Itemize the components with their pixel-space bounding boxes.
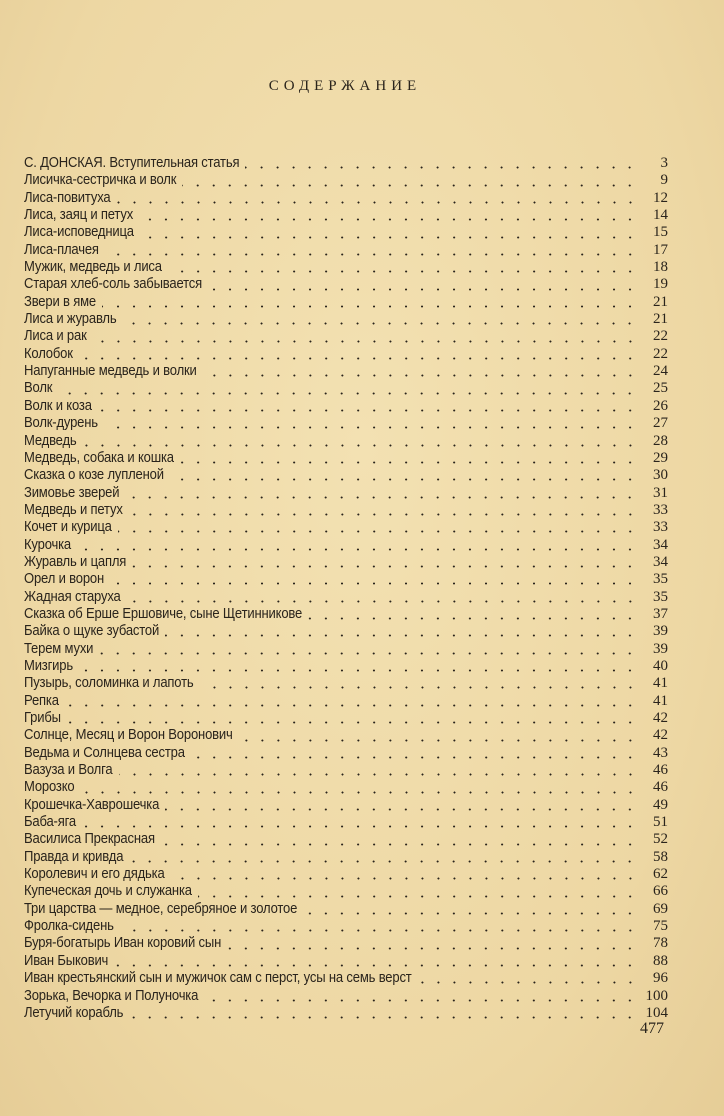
entry-title: Летучий корабль (24, 1004, 124, 1021)
entry-page: 52 (653, 831, 668, 848)
dot-leader (79, 669, 638, 672)
dot-leader (303, 912, 638, 915)
entry-page: 49 (653, 796, 668, 813)
entry-title: Жадная старуха (24, 588, 121, 605)
entry-page: 100 (645, 987, 668, 1004)
entry-title: Пузырь, соломинка и лапоть (24, 675, 194, 692)
entry-page: 21 (653, 311, 668, 328)
entry-page: 19 (653, 276, 668, 293)
entry-page: 46 (653, 762, 668, 779)
entry-page: 25 (653, 380, 668, 397)
page-title: СОДЕРЖАНИЕ (268, 78, 422, 94)
toc-entry (24, 623, 668, 640)
dot-leader (104, 426, 638, 429)
toc-entry (24, 450, 668, 467)
entry-page: 46 (653, 779, 668, 796)
entry-page: 35 (653, 588, 668, 605)
dot-leader (129, 513, 638, 516)
entry-title: Лиса и журавль (24, 311, 117, 328)
toc-entry (24, 970, 668, 987)
dot-leader (171, 877, 638, 880)
entry-title: Курочка (24, 536, 72, 553)
entry-page: 39 (653, 623, 668, 640)
dot-leader (105, 253, 638, 256)
dot-leader (82, 825, 638, 828)
entry-page: 42 (653, 727, 668, 744)
toc-entry (24, 849, 668, 866)
dot-leader (140, 236, 638, 239)
toc-entry (24, 346, 668, 363)
entry-title: Василиса Прекрасная (24, 831, 155, 848)
entry-title: Звери в яме (24, 293, 96, 310)
entry-page: 35 (653, 571, 668, 588)
dot-leader (170, 478, 638, 481)
entry-title: Журавль и цапля (24, 553, 127, 570)
entry-title: Волк-дурень (24, 415, 98, 432)
entry-page: 31 (653, 484, 668, 501)
dot-leader (65, 704, 638, 707)
entry-page: 27 (653, 415, 668, 432)
entry-title: Грибы (24, 710, 61, 726)
entry-page: 40 (653, 657, 668, 674)
dot-leader (120, 929, 638, 932)
entry-page: 96 (653, 970, 668, 987)
toc-entry (24, 519, 668, 536)
entry-title: Медведь и петух (24, 501, 123, 518)
entry-title: Иван Быкович (24, 952, 109, 969)
page-number: 477 (640, 1020, 664, 1037)
entry-page: 39 (653, 640, 668, 657)
dot-leader (227, 947, 638, 950)
entry-title: Купеческая дочь и служанка (24, 883, 192, 900)
toc-entry (24, 433, 668, 450)
entry-page: 21 (653, 293, 668, 310)
entry-page: 88 (653, 952, 668, 969)
dot-leader (114, 964, 638, 967)
entry-page: 12 (653, 189, 668, 206)
entry-title: Терем мухи (24, 640, 94, 657)
entry-title: Сказка об Ерше Ершовиче, сыне Щетинникове (24, 605, 303, 622)
entry-title: Зорька, Вечорка и Полуночка (24, 987, 199, 1004)
entry-title: Иван крестьянский сын и мужичок сам с перст, усы на семь верст (24, 970, 412, 987)
dot-leader (165, 634, 638, 637)
toc-entry (24, 814, 668, 831)
entry-title: Баба-яга (24, 814, 76, 831)
toc-entry (24, 797, 668, 814)
toc-entry (24, 658, 668, 675)
entry-page: 75 (653, 918, 668, 935)
toc-entry (24, 155, 668, 172)
entry-title: Байка о щуке зубастой (24, 623, 160, 640)
entry-page: 24 (653, 363, 668, 380)
entry-page: 17 (653, 241, 668, 258)
entry-title: Лиса-исповедница (24, 224, 134, 241)
dot-leader (129, 1016, 638, 1019)
dot-leader (102, 305, 638, 308)
toc-entry (24, 224, 668, 241)
toc-entry (24, 675, 668, 692)
entry-page: 14 (653, 207, 668, 224)
dot-leader (200, 686, 638, 689)
entry-title: Медведь (24, 432, 77, 449)
entry-page: 58 (653, 848, 668, 865)
toc-entry (24, 242, 668, 259)
entry-title: Лисичка-сестричка и волк (24, 172, 177, 189)
toc-entry (24, 502, 668, 519)
entry-title: Правда и кривда (24, 848, 124, 865)
toc-entry (24, 467, 668, 484)
dot-leader (418, 981, 638, 984)
entry-page: 41 (653, 692, 668, 709)
entry-page: 43 (653, 744, 668, 761)
entry-title: Лиса, заяц и петух (24, 207, 134, 224)
toc-entry (24, 727, 668, 744)
entry-title: Лиса и рак (24, 328, 87, 345)
dot-leader (118, 530, 638, 533)
dot-leader (132, 565, 638, 568)
toc-entry (24, 415, 668, 432)
dot-leader (139, 218, 638, 221)
dot-leader (125, 496, 638, 499)
toc-entry (24, 693, 668, 710)
entry-page: 28 (653, 432, 668, 449)
entry-page: 69 (653, 900, 668, 917)
dot-leader (180, 461, 638, 464)
toc-entry (24, 259, 668, 276)
toc-entry (24, 172, 668, 189)
toc-entry (24, 485, 668, 502)
dot-leader (129, 860, 638, 863)
dot-leader (93, 340, 638, 343)
entry-page: 30 (653, 467, 668, 484)
entry-page: 66 (653, 883, 668, 900)
toc-entry (24, 606, 668, 623)
entry-page: 78 (653, 935, 668, 952)
toc-entry (24, 1005, 668, 1022)
entry-page: 18 (653, 259, 668, 276)
dot-leader (168, 270, 638, 273)
toc-entry (24, 641, 668, 658)
dot-leader (165, 808, 638, 811)
entry-title: Крошечка-Хаврошечка (24, 796, 160, 813)
dot-leader (239, 739, 638, 742)
dot-leader (182, 184, 638, 187)
toc-entry (24, 363, 668, 380)
entry-page: 29 (653, 449, 668, 466)
toc-entry (24, 328, 668, 345)
entry-title: Королевич и его дядька (24, 866, 165, 883)
toc-entry (24, 207, 668, 224)
dot-leader (79, 357, 638, 360)
entry-page: 33 (653, 501, 668, 518)
entry-page: 37 (653, 605, 668, 622)
dot-leader (81, 791, 639, 794)
dot-leader (198, 895, 638, 898)
entry-title: Репка (24, 692, 59, 709)
entry-title: Орел и ворон (24, 571, 105, 588)
entry-page: 62 (653, 866, 668, 883)
entry-page: 15 (653, 224, 668, 241)
entry-title: Фролка-сидень (24, 918, 114, 935)
entry-title: Ведьма и Солнцева сестра (24, 744, 185, 761)
toc-entry (24, 554, 668, 571)
entry-title: Мизгирь (24, 657, 73, 674)
toc-entry (24, 953, 668, 970)
dot-leader (83, 444, 638, 447)
entry-title: Лиса-повитуха (24, 189, 111, 206)
entry-title: Мужик, медведь и лиса (24, 259, 162, 276)
entry-page: 51 (653, 814, 668, 831)
dot-leader (110, 582, 638, 585)
entry-title: Зимовье зверей (24, 484, 120, 501)
dot-leader (77, 548, 638, 551)
dot-leader (117, 201, 639, 204)
toc-entry (24, 883, 668, 900)
toc-entry (24, 710, 668, 727)
entry-title: Три царства — медное, серебряное и золотое (24, 900, 298, 917)
toc-entry (24, 589, 668, 606)
entry-title: Медведь, собака и кошка (24, 449, 174, 466)
entry-title: Солнце, Месяц и Ворон Воронович (24, 727, 233, 744)
entry-title: Напуганные медведь и волки (24, 363, 197, 380)
toc-entry (24, 380, 668, 397)
entry-title: Буря-богатырь Иван коровий сын (24, 935, 222, 952)
toc-entry (24, 398, 668, 415)
entry-page: 22 (653, 345, 668, 362)
dot-leader (191, 756, 638, 759)
entry-title: Старая хлеб-соль забывается (24, 276, 203, 293)
toc-entry (24, 311, 668, 328)
table-of-contents (24, 155, 668, 1022)
entry-page: 9 (660, 172, 668, 189)
toc-entry (24, 779, 668, 796)
toc-entry (24, 762, 668, 779)
toc-entry (24, 571, 668, 588)
entry-page: 33 (653, 519, 668, 536)
toc-entry (24, 866, 668, 883)
toc-entry (24, 988, 668, 1005)
dot-leader (58, 392, 638, 395)
dot-leader (122, 322, 638, 325)
dot-leader (98, 409, 638, 412)
dot-leader (161, 843, 638, 846)
entry-page: 3 (660, 155, 668, 171)
entry-page: 26 (653, 397, 668, 414)
toc-entry (24, 745, 668, 762)
toc-entry (24, 935, 668, 952)
entry-page: 34 (653, 553, 668, 570)
entry-page: 22 (653, 328, 668, 345)
toc-entry (24, 537, 668, 554)
entry-title: Волк и коза (24, 397, 92, 414)
entry-title: Морозко (24, 779, 75, 796)
dot-leader (245, 166, 638, 169)
dot-leader (127, 600, 638, 603)
dot-leader (204, 999, 638, 1002)
entry-page: 42 (653, 710, 668, 726)
toc-entry (24, 901, 668, 918)
dot-leader (99, 652, 638, 655)
entry-title: Сказка о козе лупленой (24, 467, 164, 484)
dot-leader (308, 617, 638, 620)
toc-entry (24, 918, 668, 935)
toc-entry (24, 831, 668, 848)
toc-entry (24, 294, 668, 311)
dot-leader (119, 773, 639, 776)
entry-page: 41 (653, 675, 668, 692)
dot-leader (203, 374, 638, 377)
dot-leader (67, 721, 638, 724)
toc-entry (24, 276, 668, 293)
entry-page: 34 (653, 536, 668, 553)
entry-title: Кочет и курица (24, 519, 112, 536)
entry-title: С. ДОНСКАЯ. Вступительная статья (24, 155, 240, 171)
entry-title: Колобок (24, 345, 73, 362)
entry-page: 104 (645, 1004, 668, 1021)
entry-title: Волк (24, 380, 53, 397)
dot-leader (208, 288, 638, 291)
entry-title: Лиса-плачея (24, 241, 99, 258)
toc-entry (24, 190, 668, 207)
entry-title: Вазуза и Волга (24, 762, 113, 779)
